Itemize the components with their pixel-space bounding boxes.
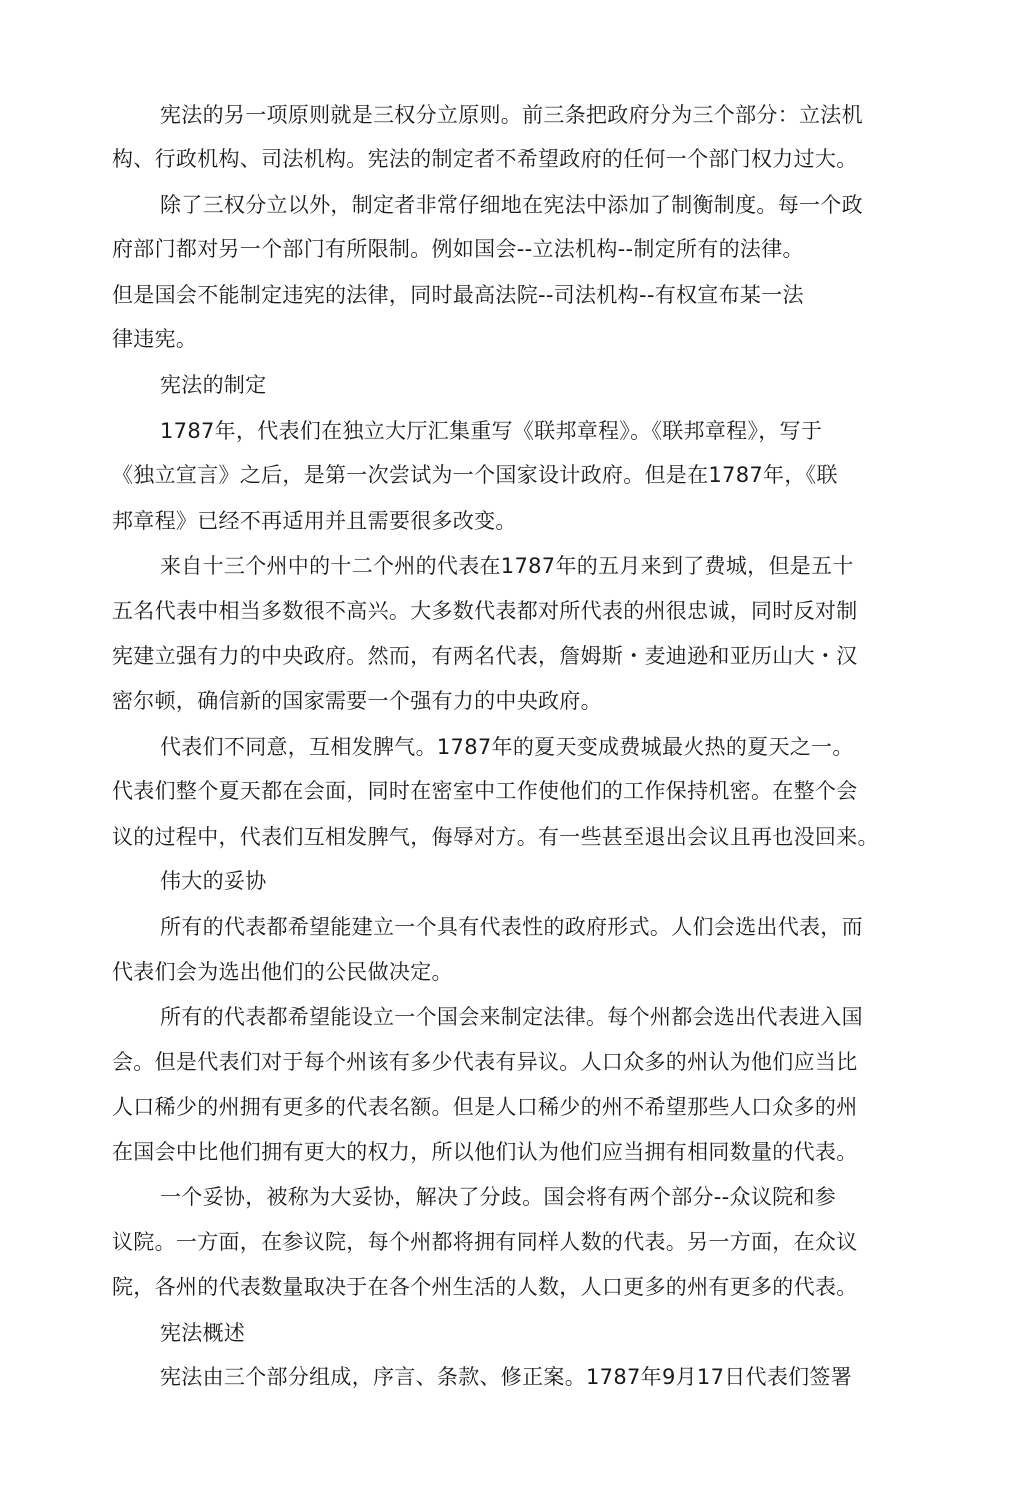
text-line: 代表们会为选出他们的公民做决定。 xyxy=(112,960,453,984)
text-line: 人口稀少的州拥有更多的代表名额。但是人口稀少的州不希望那些人口众多的州 xyxy=(112,1095,858,1119)
text-line: 宪法的另一项原则就是三权分立原则。前三条把政府分为三个部分：立法机 xyxy=(160,103,863,127)
text-line: 密尔顿，确信新的国家需要一个强有力的中央政府。 xyxy=(112,689,602,713)
text-line: 所有的代表都希望能设立一个国会来制定法律。每个州都会选出代表进入国 xyxy=(160,1005,863,1029)
text-line: 五名代表中相当多数很不高兴。大多数代表都对所代表的州很忠诚，同时反对制 xyxy=(112,599,858,623)
text-line: 一个妥协，被称为大妥协，解决了分歧。国会将有两个部分--众议院和参 xyxy=(160,1185,837,1209)
text-line: 议院。一方面，在参议院，每个州都将拥有同样人数的代表。另一方面，在众议 xyxy=(112,1230,858,1254)
text-line: 1787年，代表们在独立大厅汇集重写《联邦章程》。《联邦章程》，写于 xyxy=(160,419,823,443)
text-line: 议的过程中，代表们互相发脾气，侮辱对方。有一些甚至退出会议且再也没回来。 xyxy=(112,825,879,849)
text-line: 来自十三个州中的十二个州的代表在1787年的五月来到了费城，但是五十 xyxy=(160,554,854,578)
text-line: 宪建立强有力的中央政府。然而，有两名代表，詹姆斯・麦迪逊和亚历山大・汉 xyxy=(112,644,858,668)
text-line: 律违宪。 xyxy=(112,327,198,351)
text-line: 府部门都对另一个部门有所限制。例如国会--立法机构--制定所有的法律。 xyxy=(112,237,804,261)
text-line: 代表们整个夏天都在会面，同时在密室中工作使他们的工作保持机密。在整个会 xyxy=(112,779,858,803)
text-line: 院，各州的代表数量取决于在各个州生活的人数，人口更多的州有更多的代表。 xyxy=(112,1275,858,1299)
text-line: 宪法由三个部分组成，序言、条款、修正案。1787年9月17日代表们签署 xyxy=(160,1365,853,1389)
text-line: 所有的代表都希望能建立一个具有代表性的政府形式。人们会选出代表，而 xyxy=(160,915,863,939)
text-line: 代表们不同意，互相发脾气。1787年的夏天变成费城最火热的夏天之一。 xyxy=(160,735,854,759)
text-line: 会。但是代表们对于每个州该有多少代表有异议。人口众多的州认为他们应当比 xyxy=(112,1050,858,1074)
text-line: 但是国会不能制定违宪的法律，同时最高法院--司法机构--有权宣布某一法 xyxy=(112,283,804,307)
text-line: 邦章程》已经不再适用并且需要很多改变。 xyxy=(112,509,517,533)
text-line: 除了三权分立以外，制定者非常仔细地在宪法中添加了制衡制度。每一个政 xyxy=(160,193,863,217)
text-line: 在国会中比他们拥有更大的权力，所以他们认为他们应当拥有相同数量的代表。 xyxy=(112,1140,858,1164)
section-heading: 宪法的制定 xyxy=(160,373,267,397)
text-line: 构、行政机构、司法机构。宪法的制定者不希望政府的任何一个部门权力过大。 xyxy=(112,147,858,171)
section-heading: 宪法概述 xyxy=(160,1321,246,1345)
section-heading: 伟大的妥协 xyxy=(160,869,267,893)
text-line: 《独立宣言》之后，是第一次尝试为一个国家设计政府。但是在1787年，《联 xyxy=(112,463,838,487)
